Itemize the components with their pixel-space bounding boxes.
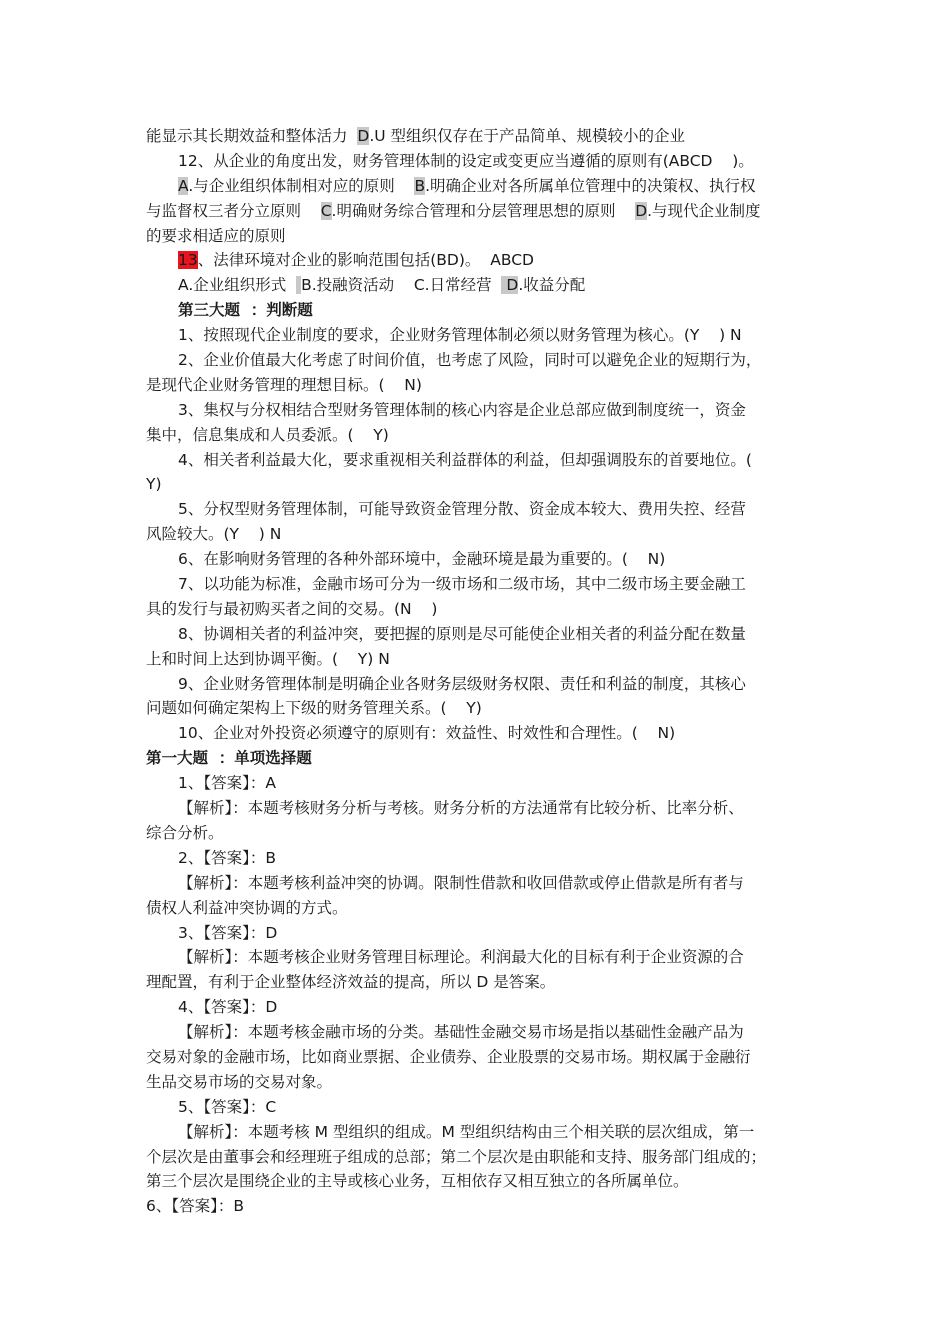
text-run: .明确企业对各所属单位管理中的决策权、执行权 (425, 176, 756, 195)
text-line (146, 124, 806, 149)
section-heading (146, 746, 806, 771)
text-line (146, 1194, 806, 1219)
text-run: 能显示其长期效益和整体活力 (146, 127, 348, 145)
highlighted-text: D (506, 276, 519, 295)
text-line (146, 448, 806, 473)
text-run: 【解析】：本题考核财务分析与考核。财务分析的方法通常有比较分析、比率分析、 (178, 799, 744, 818)
text-line (146, 348, 806, 373)
text-line (146, 796, 806, 821)
text-line (146, 497, 806, 522)
text-run: 综合分析。 (146, 823, 224, 842)
text-run: A.企业组织形式 (178, 276, 297, 295)
text-run: 4、【答案】：D (178, 998, 278, 1017)
text-run: 6、在影响财务管理的各种外部环境中，金融环境是最为重要的。( N) (178, 550, 666, 569)
text-run: 集中，信息集成和人员委派。( Y) (146, 425, 389, 444)
text-run: 7、以功能为标准，金融市场可分为一级市场和二级市场，其中二级市场主要金融工 (178, 575, 746, 594)
text-line (146, 970, 806, 995)
text-run: 交易对象的金融市场，比如商业票据、企业债券、企业股票的交易市场。期权属于金融衍 (146, 1047, 751, 1066)
text-run: 个层次是由董事会和经理班子组成的总部；第二个层次是由职能和支持、服务部门组成的； (146, 1147, 767, 1166)
highlighted-text: B (414, 176, 426, 195)
text-line (146, 622, 806, 647)
text-line (146, 398, 806, 423)
text-run: 1、按照现代企业制度的要求，企业财务管理体制必须以财务管理为核心。(Y ) N (178, 326, 742, 345)
text-run: 具的发行与最初购买者之间的交易。(N ) (146, 599, 438, 618)
text-run: 3、集权与分权相结合型财务管理体制的核心内容是企业总部应做到制度统一，资金 (178, 400, 746, 419)
text-run (348, 127, 358, 145)
text-run: 第三大题 ：判断题 (178, 301, 313, 320)
text-run: 2、【答案】：B (178, 848, 276, 867)
text-line (146, 1120, 806, 1145)
text-line (146, 423, 806, 448)
text-run: 问题如何确定架构上下级的财务管理关系。( Y) (146, 699, 482, 718)
text-line (146, 1095, 806, 1120)
text-line (146, 1070, 806, 1095)
text-run: 1、【答案】：A (178, 774, 276, 793)
text-run: 【解析】：本题考核利益冲突的协调。限制性借款和收回借款或停止借款是所有者与 (178, 873, 744, 892)
text-line (146, 672, 806, 697)
text-run: .U 型组织仅存在于产品简单、规模较小的企业 (369, 127, 686, 145)
text-run: 是现代企业财务管理的理想目标。( N) (146, 375, 422, 394)
text-run: 8、协调相关者的利益冲突，要把握的原则是尽可能使企业相关者的利益分配在数量 (178, 624, 746, 643)
text-line (146, 1045, 806, 1070)
document-body (146, 124, 806, 1219)
text-line (146, 1169, 806, 1194)
text-line (146, 522, 806, 547)
text-run: 【解析】：本题考核 M 型组织的组成。M 型组织结构由三个相关联的层次组成，第一 (178, 1122, 755, 1141)
highlighted-text: D (635, 201, 648, 220)
text-line (146, 995, 806, 1020)
text-run: 风险较大。(Y ) N (146, 525, 282, 544)
text-line (146, 199, 806, 224)
text-line (146, 696, 806, 721)
text-line (146, 547, 806, 572)
text-line (146, 771, 806, 796)
highlighted-text: A (178, 176, 189, 195)
text-run: 3、【答案】：D (178, 923, 278, 942)
text-run: 9、企业财务管理体制是明确企业各财务层级财务权限、责任和利益的制度，其核心 (178, 674, 746, 693)
text-line (146, 273, 806, 298)
text-run: 10、企业对外投资必须遵守的原则有：效益性、时效性和合理性。( N) (178, 724, 676, 743)
section-heading (146, 298, 806, 323)
text-line (146, 896, 806, 921)
text-run: 【解析】：本题考核企业财务管理目标理论。利润最大化的目标有利于企业资源的合 (178, 948, 744, 967)
text-line (146, 945, 806, 970)
text-run: .与企业组织体制相对应的原则 (188, 176, 415, 195)
text-run: 、法律环境对企业的影响范围包括(BD)。 ABCD (197, 251, 534, 270)
text-run: 5、【答案】：C (178, 1097, 277, 1116)
text-run: 12、从企业的角度出发，财务管理体制的设定或变更应当遵循的原则有(ABCD )。 (178, 151, 754, 170)
red-highlighted-text: 13 (178, 251, 198, 270)
text-line (146, 224, 806, 249)
text-run: 的要求相适应的原则 (146, 226, 286, 245)
text-run: .明确财务综合管理和分层管理思想的原则 (331, 201, 636, 220)
highlighted-text: D (357, 127, 370, 145)
text-run: 理配置，有利于企业整体经济效益的提高，所以 D 是答案。 (146, 973, 556, 992)
text-line (146, 472, 806, 497)
text-run: 【解析】：本题考核金融市场的分类。基础性金融交易市场是指以基础性金融产品为 (178, 1023, 744, 1042)
text-run: Y) (146, 475, 162, 494)
text-line (146, 572, 806, 597)
text-line (146, 323, 806, 348)
text-line (146, 821, 806, 846)
text-line (146, 248, 806, 273)
text-run: 5、分权型财务管理体制，可能导致资金管理分散、资金成本较大、费用失控、经营 (178, 500, 746, 519)
highlighted-text: C (320, 201, 332, 220)
text-run: 上和时间上达到协调平衡。( Y) N (146, 649, 390, 668)
text-line (146, 846, 806, 871)
text-run: .与现代企业制度 (647, 201, 761, 220)
text-line (146, 1020, 806, 1045)
text-run: B.投融资活动 C.日常经营 (301, 276, 502, 295)
text-run: 第一大题 ：单项选择题 (146, 749, 312, 768)
text-line (146, 721, 806, 746)
text-line (146, 647, 806, 672)
text-line (146, 149, 806, 174)
text-run: 债权人利益冲突协调的方式。 (146, 898, 348, 917)
text-run: 4、相关者利益最大化，要求重视相关利益群体的利益，但却强调股东的首要地位。( (178, 450, 752, 469)
text-run: 2、企业价值最大化考虑了时间价值，也考虑了风险，同时可以避免企业的短期行为， (178, 351, 762, 370)
text-line (146, 373, 806, 398)
text-run: 与监督权三者分立原则 (146, 201, 321, 220)
text-line (146, 921, 806, 946)
text-run: 第三个层次是围绕企业的主导或核心业务，互相依存又相互独立的各所属单位。 (146, 1172, 689, 1191)
text-line (146, 174, 806, 199)
text-line (146, 597, 806, 622)
text-run: .收益分配 (518, 276, 586, 295)
text-line (146, 871, 806, 896)
text-line (146, 1145, 806, 1170)
text-run: 6、【答案】：B (146, 1197, 244, 1216)
text-run: 生品交易市场的交易对象。 (146, 1072, 333, 1091)
